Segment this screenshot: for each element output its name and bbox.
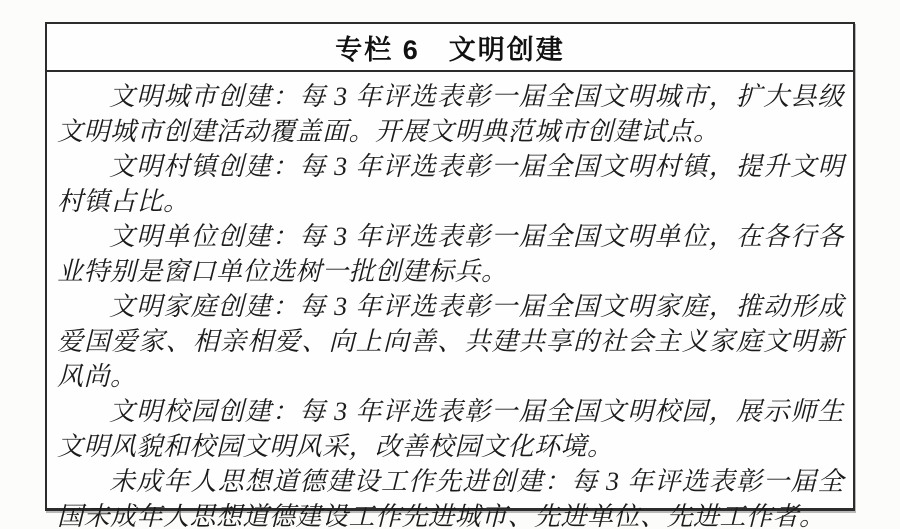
paragraph-civilized-campus: 文明校园创建：每 3 年评选表彰一届全国文明校园，展示师生文明风貌和校园文明风采，改善校园文化环境。 (57, 397, 844, 461)
column-box (45, 22, 855, 529)
paragraph-civilized-family: 文明家庭创建：每 3 年评选表彰一届全国文明家庭，推动形成爱国爱家、相亲相爱、向上向善、共建共享的社会主义家庭文明新风尚。 (57, 292, 844, 391)
column-box-title: 专栏 6 文明创建 (47, 24, 853, 72)
paragraph-minors-moral-education: 未成年人思想道德建设工作先进创建：每 3 年评选表彰一届全国未成年人思想道德建设工作先进城市、先进单位、先进工作者。 (57, 467, 844, 529)
column-box-body (47, 72, 853, 529)
paragraph-civilized-city: 文明城市创建：每 3 年评选表彰一届全国文明城市，扩大县级文明城市创建活动覆盖面。开展文明典范城市创建试点。 (57, 82, 844, 146)
paragraph-civilized-village: 文明村镇创建：每 3 年评选表彰一届全国文明村镇，提升文明村镇占比。 (57, 152, 844, 216)
paragraph-civilized-unit: 文明单位创建：每 3 年评选表彰一届全国文明单位，在各行各业特别是窗口单位选树一批创建标兵。 (57, 222, 844, 286)
